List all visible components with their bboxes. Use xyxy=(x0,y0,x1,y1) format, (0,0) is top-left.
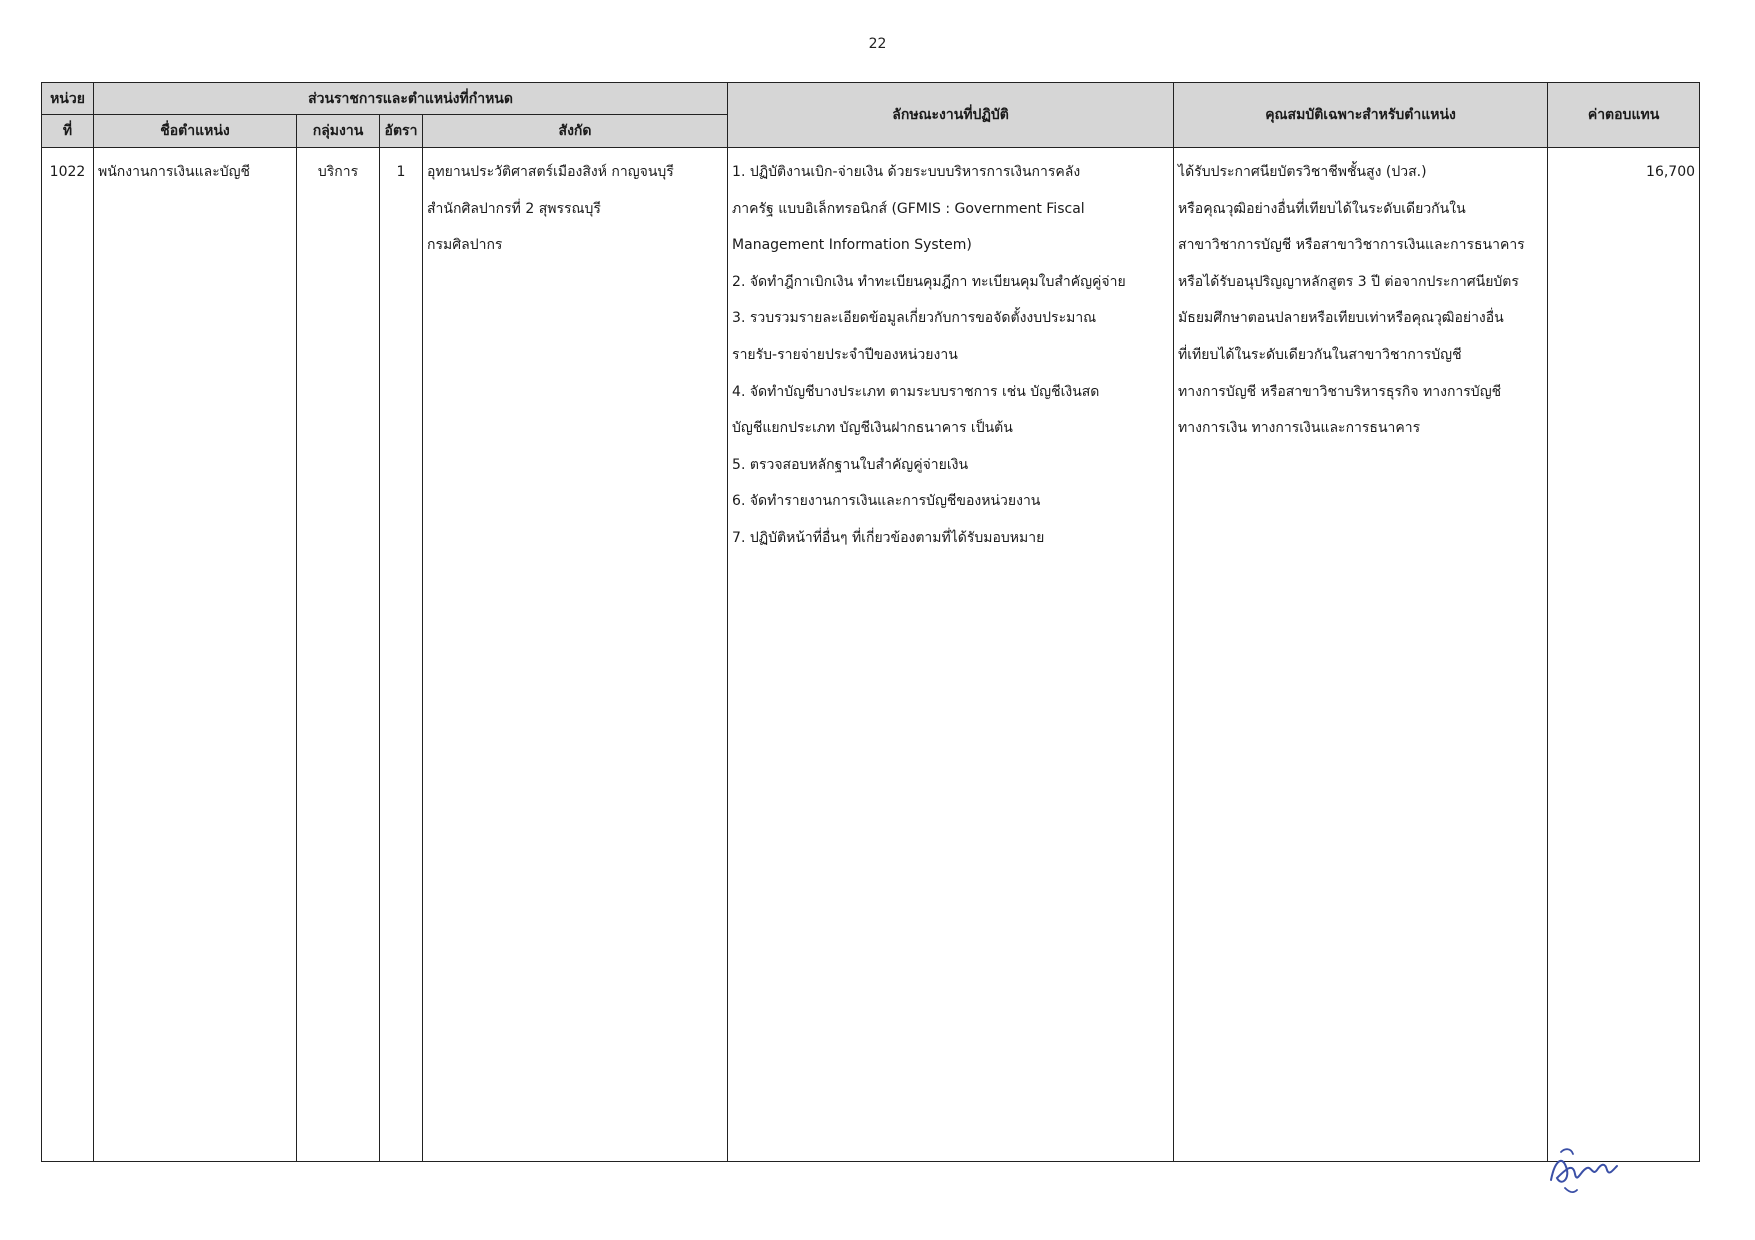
header-qualifications: คุณสมบัติเฉพาะสำหรับตำแหน่ง xyxy=(1174,83,1548,148)
affiliation-line: กรมศิลปากร xyxy=(427,237,503,254)
header-work-group: กลุ่มงาน xyxy=(297,115,380,148)
qualification-line: สาขาวิชาการบัญชี หรือสาขาวิชาการเงินและการธนาคาร xyxy=(1178,237,1525,254)
header-no: ที่ xyxy=(42,115,94,148)
salary: 16,700 xyxy=(1548,148,1700,1162)
affiliation-line: สำนักศิลปากรที่ 2 สุพรรณบุรี xyxy=(427,200,601,217)
duty-line: Management Information System) xyxy=(732,237,972,254)
duty-line: 4. จัดทำบัญชีบางประเภท ตามระบบราชการ เช่น บัญชีเงินสด xyxy=(732,383,1100,400)
header-unit: หน่วย xyxy=(42,83,94,115)
header-affiliation: สังกัด xyxy=(423,115,728,148)
header-row-1 xyxy=(42,83,1700,115)
qualification-line: ได้รับประกาศนียบัตรวิชาชีพชั้นสูง (ปวส.) xyxy=(1178,164,1427,180)
duty-line: 5. ตรวจสอบหลักฐานใบสำคัญคู่จ่ายเงิน xyxy=(732,456,969,473)
qualification-line: ที่เทียบได้ในระดับเดียวกันในสาขาวิชาการบัญชี xyxy=(1178,346,1462,363)
duty-line: ภาครัฐ แบบอิเล็กทรอนิกส์ (GFMIS : Government Fiscal xyxy=(732,200,1085,217)
qualification-line: ทางการบัญชี หรือสาขาวิชาบริหารธุรกิจ ทางการบัญชี xyxy=(1178,383,1502,400)
duty-line: 7. ปฏิบัติหน้าที่อื่นๆ ที่เกี่ยวข้องตามที่ได้รับมอบหมาย xyxy=(732,529,1045,546)
header-duties: ลักษณะงานที่ปฏิบัติ xyxy=(728,83,1174,148)
header-position-name: ชื่อตำแหน่ง xyxy=(94,115,297,148)
signature-mark xyxy=(1545,1140,1625,1196)
affiliation-line: อุทยานประวัติศาสตร์เมืองสิงห์ กาญจนบุรี xyxy=(427,164,674,180)
position-name: พนักงานการเงินและบัญชี xyxy=(94,148,297,1162)
position-table xyxy=(41,82,1700,1162)
affiliation-cell xyxy=(423,148,728,1162)
page-number: 22 xyxy=(868,36,887,52)
qualification-line: หรือได้รับอนุปริญญาหลักสูตร 3 ปี ต่อจากประกาศนียบัตร xyxy=(1178,273,1519,290)
header-salary: ค่าตอบแทน xyxy=(1548,83,1700,148)
duty-line: 2. จัดทำฎีกาเบิกเงิน ทำทะเบียนคุมฎีกา ทะเบียนคุมใบสำคัญคู่จ่าย xyxy=(732,273,1126,290)
rate: 1 xyxy=(380,148,423,1162)
work-group: บริการ xyxy=(297,148,380,1162)
qualifications-cell xyxy=(1174,148,1548,1162)
duty-line: รายรับ-รายจ่ายประจำปีของหน่วยงาน xyxy=(732,346,958,363)
qualification-line: ทางการเงิน ทางการเงินและการธนาคาร xyxy=(1178,420,1421,437)
table-row xyxy=(42,148,1700,1162)
duties-cell xyxy=(728,148,1174,1162)
header-rate: อัตรา xyxy=(380,115,423,148)
qualification-line: หรือคุณวุฒิอย่างอื่นที่เทียบได้ในระดับเดียวกันใน xyxy=(1178,200,1466,217)
unit-number: 1022 xyxy=(42,148,94,1162)
header-section: ส่วนราชการและตำแหน่งที่กำหนด xyxy=(94,83,728,115)
duty-line: 1. ปฏิบัติงานเบิก-จ่ายเงิน ด้วยระบบบริหารการเงินการคลัง xyxy=(732,164,1081,180)
duty-line: 3. รวบรวมรายละเอียดข้อมูลเกี่ยวกับการขอจัดตั้งงบประมาณ xyxy=(732,310,1097,327)
duty-line: 6. จัดทำรายงานการเงินและการบัญชีของหน่วยงาน xyxy=(732,493,1041,510)
duty-line: บัญชีแยกประเภท บัญชีเงินฝากธนาคาร เป็นต้น xyxy=(732,420,1013,437)
qualification-line: มัธยมศึกษาตอนปลายหรือเทียบเท่าหรือคุณวุฒิอย่างอื่น xyxy=(1178,310,1504,327)
